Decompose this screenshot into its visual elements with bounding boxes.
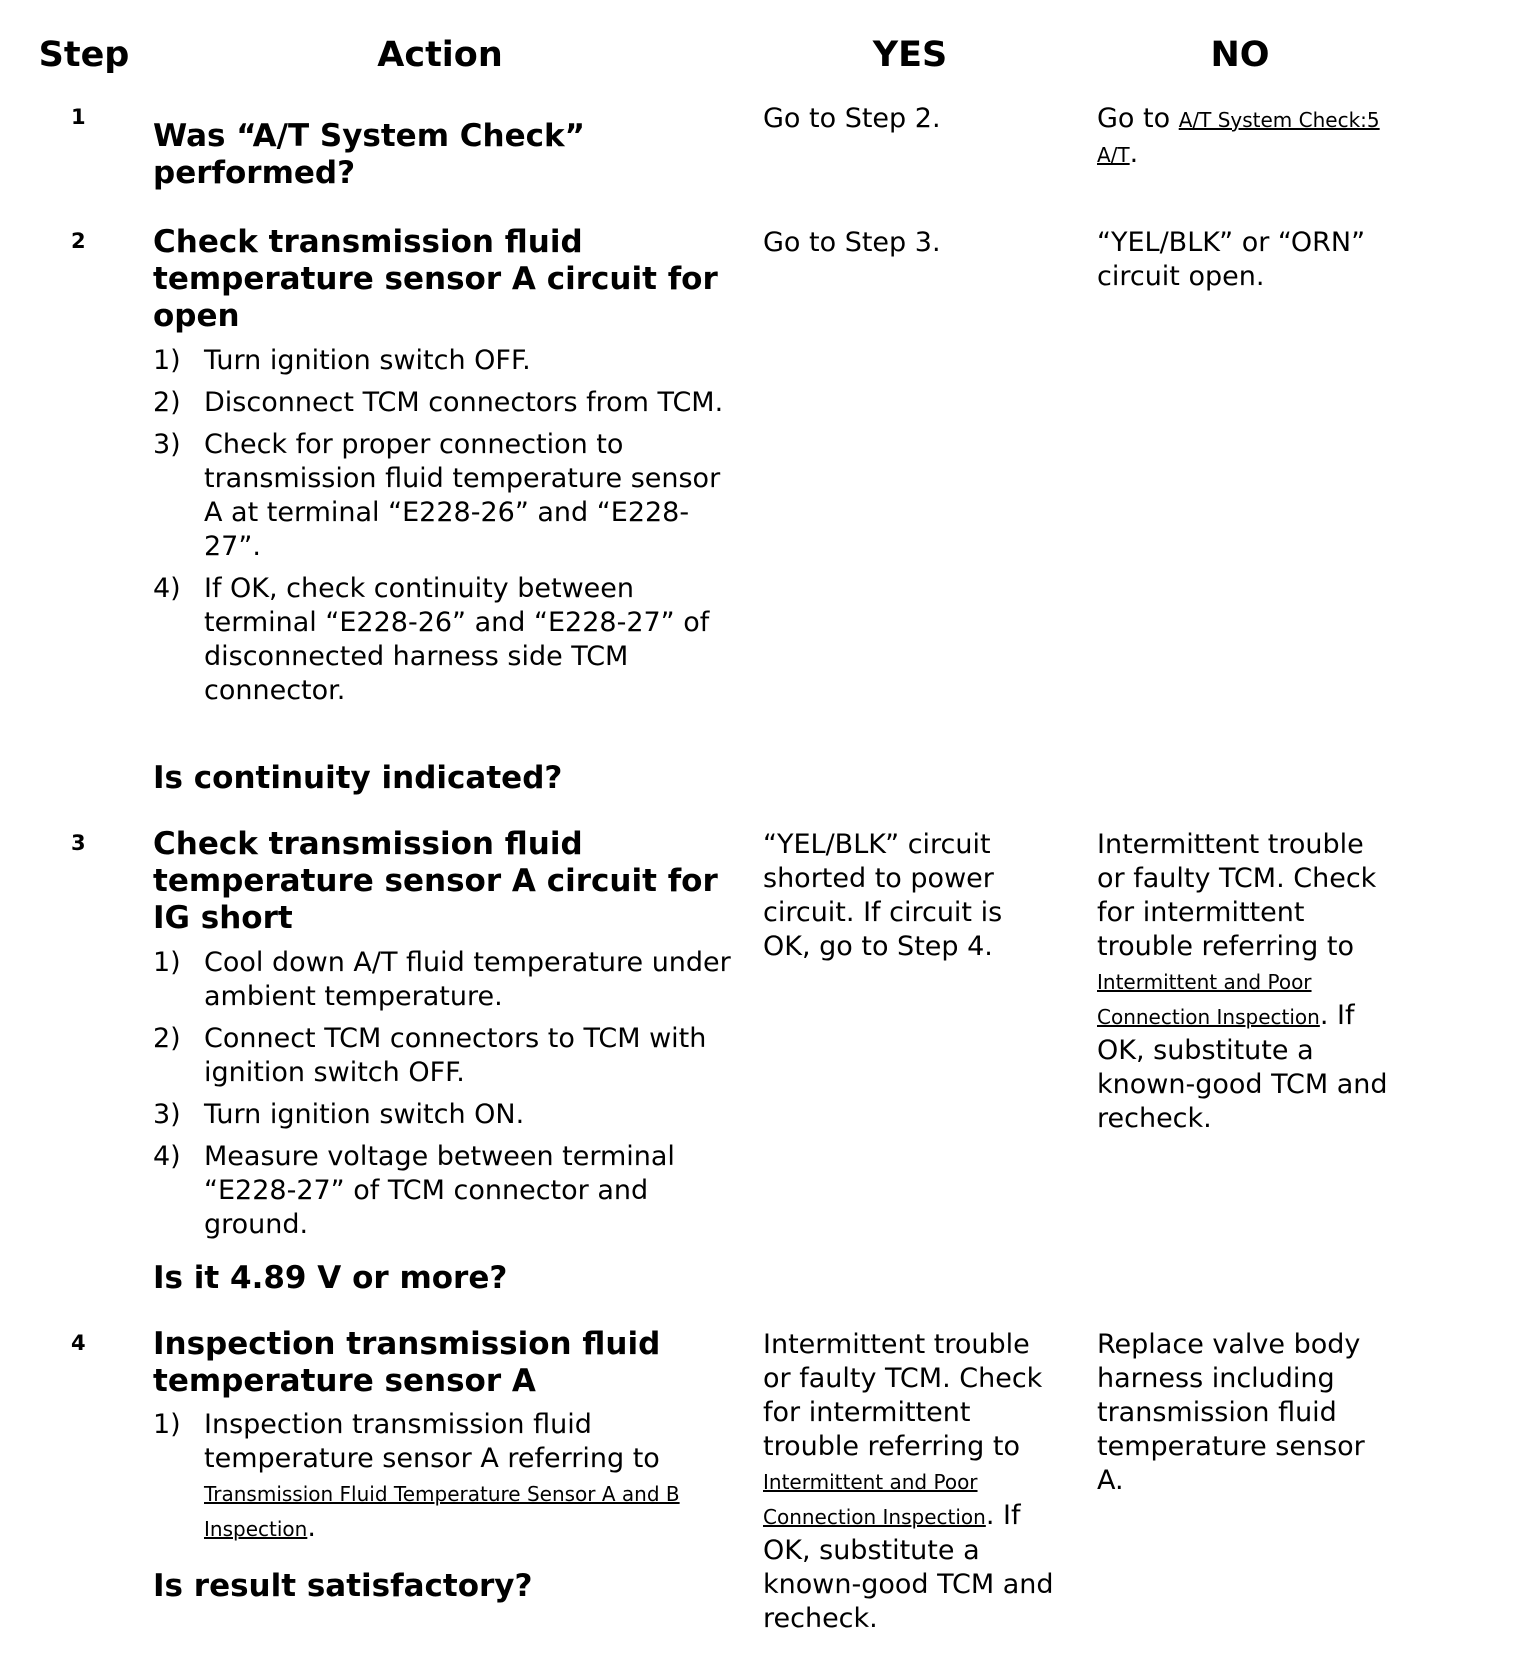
link-fluid-temp-sensor-inspection[interactable]: Transmission Fluid Temperature Sensor A and B — [204, 1482, 680, 1506]
step-4-yes-post: . If OK, substitute a known-good TCM and recheck. — [763, 1500, 1054, 1634]
step-1-no-text: Go to — [1097, 103, 1179, 134]
step-3-title: Check transmission fluid temperature sensor A circuit for IG short — [153, 826, 718, 936]
step-3-no-post: . If OK, substitute a known-good TCM and recheck. — [1097, 1000, 1388, 1134]
step-3-yes: “YEL/BLK” circuit shorted to power circuit. If circuit is OK, go to Step 4. — [763, 829, 1003, 962]
step-1-yes: Go to Step 2. — [763, 103, 941, 134]
step-1-no — [1097, 102, 1397, 172]
step-3-question: Is it 4.89 V or more? — [153, 1260, 508, 1296]
step-4-substeps — [153, 1408, 733, 1554]
step-3-no — [1097, 828, 1397, 1136]
step-2-question: Is continuity indicated? — [153, 760, 563, 796]
step-number-4: 4 — [71, 1331, 86, 1355]
link-at-system-check-cont[interactable]: A/T — [1097, 143, 1130, 167]
list-item: 4) Measure voltage between terminal “E228-27” of TCM connector and ground. — [153, 1141, 675, 1240]
step-2-title: Check transmission fluid temperature sensor A circuit for open — [153, 224, 718, 334]
link-at-system-check[interactable]: A/T System Check:5 — [1178, 108, 1380, 132]
step-1-question: Was “A/T System Check” performed? — [153, 118, 586, 191]
list-item: 2) Connect TCM connectors to TCM with ignition switch OFF. — [153, 1023, 707, 1088]
header-no: NO — [1210, 35, 1270, 75]
list-item: 1) Cool down A/T fluid temperature under ambient temperature. — [153, 947, 731, 1012]
step-number-1: 1 — [71, 105, 86, 129]
step-2-substeps — [153, 344, 733, 716]
step-number-2: 2 — [71, 229, 86, 253]
step-3-substeps — [153, 946, 733, 1250]
step-2-yes: Go to Step 3. — [763, 227, 941, 258]
list-item: 3) Check for proper connection to transmission fluid temperature sensor A at terminal “E228-26” and “E228-27”. — [153, 429, 721, 562]
header-action: Action — [377, 35, 503, 75]
step-4-yes-text: Intermittent trouble or faulty TCM. Check for intermittent trouble referring to — [763, 1329, 1043, 1462]
link-connection-inspection[interactable]: Connection Inspection — [763, 1505, 986, 1529]
list-item: 2) Disconnect TCM connectors from TCM. — [153, 387, 724, 418]
step-4-question: Is result satisfactory? — [153, 1568, 533, 1604]
step-3-no-text: Intermittent trouble or faulty TCM. Check for intermittent trouble referring to — [1097, 829, 1377, 962]
step-4-title: Inspection transmission fluid temperature sensor A — [153, 1326, 661, 1399]
list-item: 4) If OK, check continuity between terminal “E228-26” and “E228-27” of disconnected harness side TCM connector. — [153, 573, 710, 706]
header-step: Step — [38, 35, 130, 75]
step-1-no-post: . — [1129, 138, 1139, 169]
header-yes: YES — [872, 35, 948, 75]
step-4-no: Replace valve body harness including transmission fluid temperature sensor A. — [1097, 1329, 1365, 1496]
list-item: 1) Turn ignition switch OFF. — [153, 345, 531, 376]
link-connection-inspection[interactable]: Connection Inspection — [1097, 1005, 1320, 1029]
list-item: 3) Turn ignition switch ON. — [153, 1099, 525, 1130]
step-4-yes — [763, 1328, 1063, 1636]
step-2-no: “YEL/BLK” or “ORN” circuit open. — [1097, 227, 1366, 292]
step-number-3: 3 — [71, 831, 86, 855]
link-inspection[interactable]: Inspection — [204, 1517, 308, 1541]
list-item: 1) Inspection transmission fluid temperature sensor A referring to Transmission Fluid Temperature Sensor A and B Inspection. — [153, 1409, 680, 1543]
link-intermittent-and-poor[interactable]: Intermittent and Poor — [1097, 970, 1312, 994]
link-intermittent-and-poor[interactable]: Intermittent and Poor — [763, 1470, 978, 1494]
